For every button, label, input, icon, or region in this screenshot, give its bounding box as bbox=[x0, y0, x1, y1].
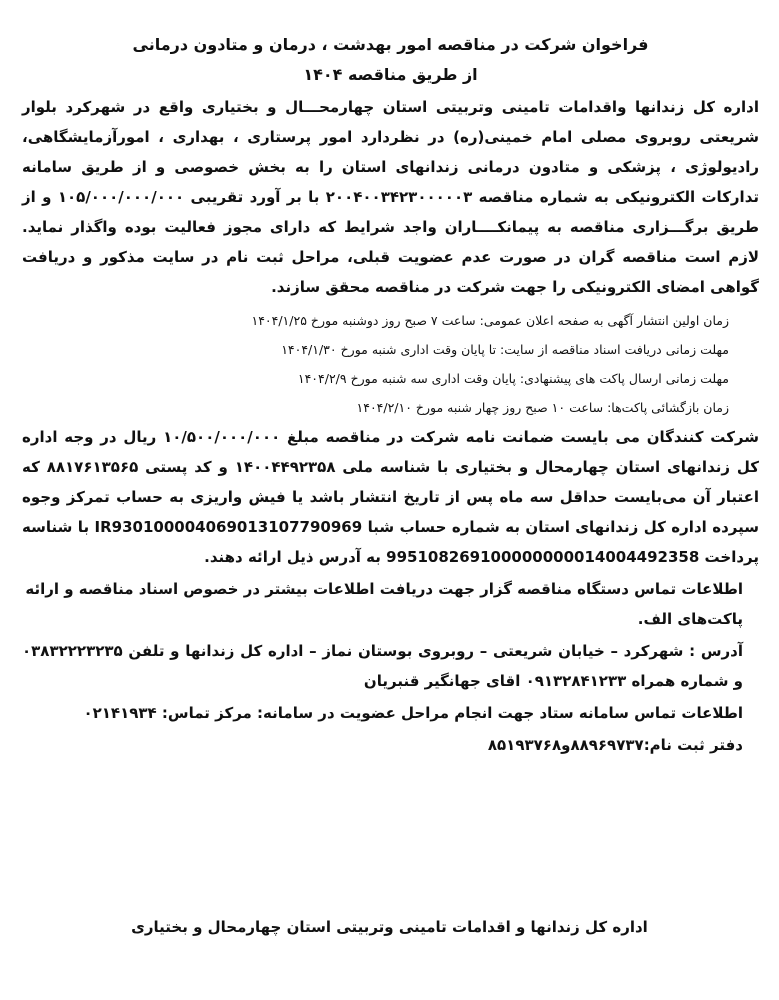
schedule-document-deadline: مهلت زمانی دریافت اسناد مناقصه از سایت: تا پایان وقت اداری شنبه مورخ ۱۴۰۴/۱/۳۰ bbox=[281, 342, 729, 357]
address-line: آدرس : شهرکرد – خیابان شریعتی – روبروی بوستان نماز – اداره کل زندانها و تلفن ۰۳۸۳۲۲۲۳۲۳۵ و شماره همراه ۰۹۱۳۲۸۴۱۲۳۳ اقای جهانگیر قنبریان bbox=[22, 642, 743, 690]
schedule-first-publication: زمان اولین انتشار آگهی به صفحه اعلان عمومی: ساعت ۷ صبح روز دوشنبه مورخ ۱۴۰۴/۱/۲۵ bbox=[251, 313, 729, 328]
system-contact: اطلاعات تماس سامانه ستاد جهت انجام مراحل عضویت در سامانه: مرکز تماس: ۰۲۱۴۱۹۳۴ bbox=[83, 704, 743, 722]
schedule-list bbox=[22, 306, 759, 422]
sheba-number: IR930100004069013107790969 bbox=[94, 518, 363, 536]
schedule-opening-time: زمان بازگشائی پاکت‌ها: ساعت ۱۰ صبح روز چهار شنبه مورخ ۱۴۰۴/۲/۱۰ bbox=[356, 400, 729, 415]
contact-intro: اطلاعات تماس دستگاه مناقصه گزار جهت دریافت اطلاعات بیشتر در خصوص اسناد مناقصه و ارائه پاکت‌های الف. bbox=[25, 580, 743, 628]
announcement-subtitle: از طریق مناقصه ۱۴۰۴ bbox=[303, 65, 478, 84]
guarantee-text-2: با شناسه پرداخت bbox=[22, 518, 759, 566]
guarantee-text-1: شرکت کنندگان می بایست ضمانت نامه شرکت در مناقصه مبلغ ۱۰/۵۰۰/۰۰۰/۰۰۰ ریال در وجه اداره کل زندانهای استان چهارمحال و بختیاری با شناسه ملی ۱۴۰۰۴۴۹۲۳۵۸ و کد پستی ۸۸۱۷۶۱۳۵۶۵ که اعتبار آن می‌بایست حداقل سه ماه پس از تاریخ انتشار باشد یا فیش واریزی به حساب تمرکز وجوه سپرده اداره کل زندانهای استان به شماره حساب شبا bbox=[22, 428, 760, 536]
guarantee-paragraph bbox=[22, 422, 759, 572]
schedule-submission-deadline: مهلت زمانی ارسال پاکت های پیشنهادی: پایان وقت اداری سه شنبه مورخ ۱۴۰۴/۲/۹ bbox=[297, 371, 729, 386]
announcement-title: فراخوان شرکت در مناقصه امور بهدشت ، درمان و متادون درمانی bbox=[132, 35, 649, 54]
intro-paragraph: اداره کل زندانها واقدامات تامینی وتربیتی استان چهارمحـــال و بختیاری واقع در شهرکرد بلوار شریعتی روبروی مصلی امام خمینی(ره) در نظردارد امور پرستاری ، بهداری ، امورآزمایشگاهی، رادیولوژی ، پزشکی و متادون درمانی زندانهای استان را به بخش خصوصی و از طریق سامانه تدارکات الکترونیکی به شماره مناقصه ۲۰۰۴۰۰۳۴۲۳۰۰۰۰۰۳ با بر آورد تقریبی ۱۰۵/۰۰۰/۰۰۰/۰۰۰ و از طریق برگـــزاری مناقصه به پیمانکــــاران واجد شرایط که دارای مجوز فعالیت بوده واگذار نماید. لازم است مناقصه گران در صورت عدم عضویت قبلی، مراحل ثبت نام در سایت مذکور و دریافت گواهی امضای الکترونیکی را جهت شرکت در مناقصه محقق سازند. bbox=[22, 98, 759, 296]
issuer-footer: اداره کل زندانها و اقدامات تامینی وتربیتی استان چهارمحال و بختیاری bbox=[131, 918, 648, 936]
payment-id: 995108269100000000014004492358 bbox=[386, 548, 700, 566]
registration-office: دفتر ثبت نام:۸۸۹۶۹۷۳۷و۸۵۱۹۳۷۶۸ bbox=[487, 736, 743, 754]
guarantee-text-3: به آدرس ذیل ارائه دهند. bbox=[204, 548, 381, 566]
